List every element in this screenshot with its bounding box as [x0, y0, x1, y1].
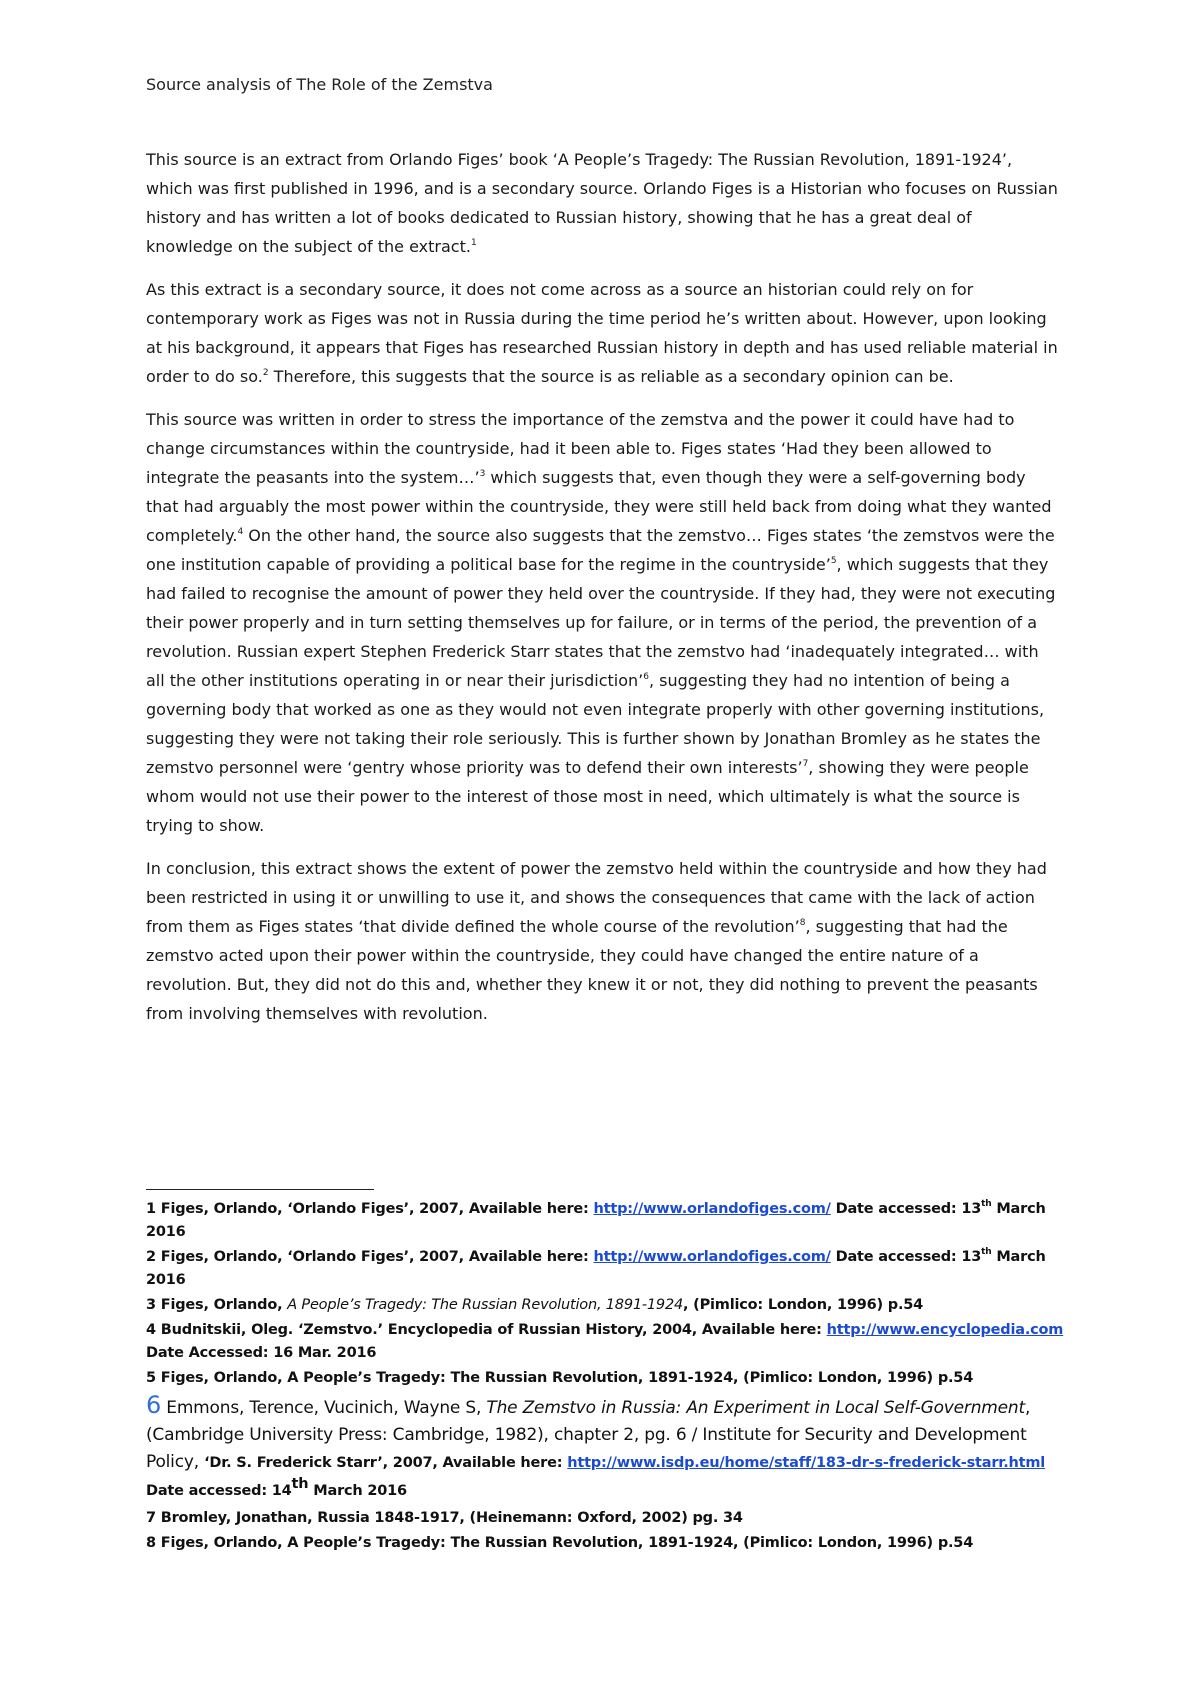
paragraph-1-text: This source is an extract from Orlando Figes’ book ‘A People’s Tragedy: The Russian Revolution, 1891-1924’, which was first published in 1996, and is a secondary source. Orlando Figes is a Historian who focuses on Russian history and has written a lot of books dedicated to Russian history, showing that he has a great deal of knowledge on the subject of the extract. [146, 150, 1058, 256]
footnote-6-number: 6 [146, 1391, 162, 1419]
footnote-3-publisher: , (Pimlico: London, 1996) p.54 [683, 1297, 924, 1313]
footnote-5-text: 5 Figes, Orlando, A People’s Tragedy: The Russian Revolution, 1891-1924, (Pimlico: London, 1996) p.54 [146, 1370, 974, 1386]
footnote-6 [146, 1392, 1066, 1505]
footnote-1 [146, 1198, 1066, 1244]
paragraph-3-text-d: , which suggests that they had failed to recognise the amount of power they held over the countryside. If they had, they were not executing their power properly and in turn setting themselves up for failure, or in terms of the period, the prevention of a revolution. Russian expert Stephen Frederick Starr states that the zemstvo had ‘inadequately integrated… with all the other institutions operating in or near their jurisdiction’ [146, 555, 1056, 690]
footnote-5 [146, 1367, 1066, 1390]
footnote-2-text: 2 Figes, Orlando, ‘Orlando Figes’, 2007, Available here: [146, 1249, 594, 1265]
footnote-ref-6[interactable]: 6 [643, 672, 649, 682]
paragraph-4-text-b: , suggesting that had the zemstvo acted upon their power within the countryside, they could have changed the entire nature of a revolution. But, they did not do this and, whether they knew it or not, they did nothing to prevent the peasants from involving themselves with revolution. [146, 917, 1038, 1023]
footnote-6-sup: th [291, 1476, 309, 1492]
footnote-4-link[interactable]: http://www.encyclopedia.com [826, 1322, 1064, 1338]
footnote-1-date: Date accessed: 13 [830, 1201, 982, 1217]
footnote-6-source: ‘Dr. S. Frederick Starr’, 2007, Available here: [204, 1455, 568, 1471]
paragraph-4 [146, 854, 1058, 1028]
footnote-ref-7[interactable]: 7 [802, 759, 809, 769]
paragraph-3-text-e: , suggesting they had no intention of being a governing body that worked as one as they would not even integrate properly with other governing institutions, suggesting they were not taking their role seriously. This is further shown by Jonathan Bromley as he states the zemstvo personnel were ‘gentry whose priority was to defend their own interests’ [146, 671, 1045, 777]
document-title: Source analysis of The Role of the Zemstva [146, 75, 493, 94]
footnote-8 [146, 1532, 1066, 1555]
footnote-ref-2[interactable]: 2 [262, 368, 269, 378]
footnote-2 [146, 1246, 1066, 1292]
footnote-ref-8[interactable]: 8 [799, 918, 806, 928]
footnote-8-text: 8 Figes, Orlando, A People’s Tragedy: The Russian Revolution, 1891-1924, (Pimlico: London, 1996) p.54 [146, 1535, 974, 1551]
footnote-2-sup: th [981, 1247, 992, 1257]
footnote-ref-4[interactable]: 4 [237, 527, 244, 537]
footnote-1-link[interactable]: http://www.orlandofiges.com/ [593, 1201, 831, 1217]
footnote-4 [146, 1319, 1066, 1365]
footnote-1-sup: th [981, 1199, 992, 1209]
footnote-6-date: Date accessed: 14 [146, 1483, 292, 1499]
paragraph-3-text-b: which suggests that, even though they were a self-governing body that had arguably the most power within the countryside, they were still held back from doing what they wanted completely. [146, 468, 1052, 545]
footnote-1-month: March 2016 [146, 1201, 1046, 1240]
paragraph-2-text-b: Therefore, this suggests that the source is as reliable as a secondary opinion can be. [268, 367, 954, 386]
footnote-6-publisher: , (Cambridge University Press: Cambridge, 1982), chapter 2, pg. 6 / Institute for Security and Development Policy, [146, 1398, 1031, 1472]
paragraph-3-text-c: On the other hand, the source also suggests that the zemstvo… Figes states ‘the zemstvos were the one institution capable of providing a political base for the regime in the countryside’ [146, 526, 1055, 574]
footnote-2-date: Date accessed: 13 [830, 1249, 982, 1265]
footnote-6-link[interactable]: http://www.isdp.eu/home/staff/183-dr-s-frederick-starr.html [567, 1455, 1046, 1471]
footnote-6-book-title: The Zemstvo in Russia: An Experiment in Local Self-Government [486, 1398, 1025, 1418]
paragraph-3 [146, 405, 1058, 840]
footnote-4-text: 4 Budnitskii, Oleg. ‘Zemstvo.’ Encyclopedia of Russian History, 2004, Available here: [146, 1322, 827, 1338]
footnote-ref-3[interactable]: 3 [479, 469, 486, 479]
footnote-3-book-title: A People’s Tragedy: The Russian Revolution, 1891-1924 [287, 1297, 683, 1313]
paragraph-2 [146, 275, 1058, 391]
footnote-ref-1[interactable]: 1 [470, 238, 477, 248]
footnote-4-date: Date Accessed: 16 Mar. 2016 [146, 1345, 377, 1361]
footnote-3-text: 3 Figes, Orlando, [146, 1297, 288, 1313]
footnote-3 [146, 1294, 1066, 1317]
paragraph-3-text-a: This source was written in order to stress the importance of the zemstva and the power it could have had to change circumstances within the countryside, had it been able to. Figes states ‘Had they been allowed to integrate the peasants into the system…’ [146, 410, 1015, 487]
paragraph-1 [146, 145, 1058, 261]
footnote-separator [146, 1189, 374, 1190]
footnotes [146, 1198, 1066, 1557]
paragraph-3-text-f: , showing they were people whom would not use their power to the interest of those most in need, which ultimately is what the source is trying to show. [146, 758, 1029, 835]
paragraph-4-text-a: In conclusion, this extract shows the extent of power the zemstvo held within the countryside and how they had been restricted in using it or unwilling to use it, and shows the consequences that came with the lack of action from them as Figes states ‘that divide defined the whole course of the revolution’ [146, 859, 1047, 936]
footnote-7 [146, 1507, 1066, 1530]
footnote-ref-5[interactable]: 5 [830, 556, 837, 566]
footnote-6-authors: Emmons, Terence, Vucinich, Wayne S, [161, 1398, 487, 1418]
footnote-2-month: March 2016 [146, 1249, 1046, 1288]
document-body [146, 145, 1058, 1042]
paragraph-2-text-a: As this extract is a secondary source, it does not come across as a source an historian could rely on for contemporary work as Figes was not in Russia during the time period he’s written about. However, upon looking at his background, it appears that Figes has researched Russian history in depth and has used reliable material in order to do so. [146, 280, 1058, 386]
footnote-2-link[interactable]: http://www.orlandofiges.com/ [593, 1249, 831, 1265]
footnote-7-text: 7 Bromley, Jonathan, Russia 1848-1917, (Heinemann: Oxford, 2002) pg. 34 [146, 1510, 743, 1526]
footnote-1-text: 1 Figes, Orlando, ‘Orlando Figes’, 2007, Available here: [146, 1201, 594, 1217]
footnote-6-month: March 2016 [308, 1483, 407, 1499]
